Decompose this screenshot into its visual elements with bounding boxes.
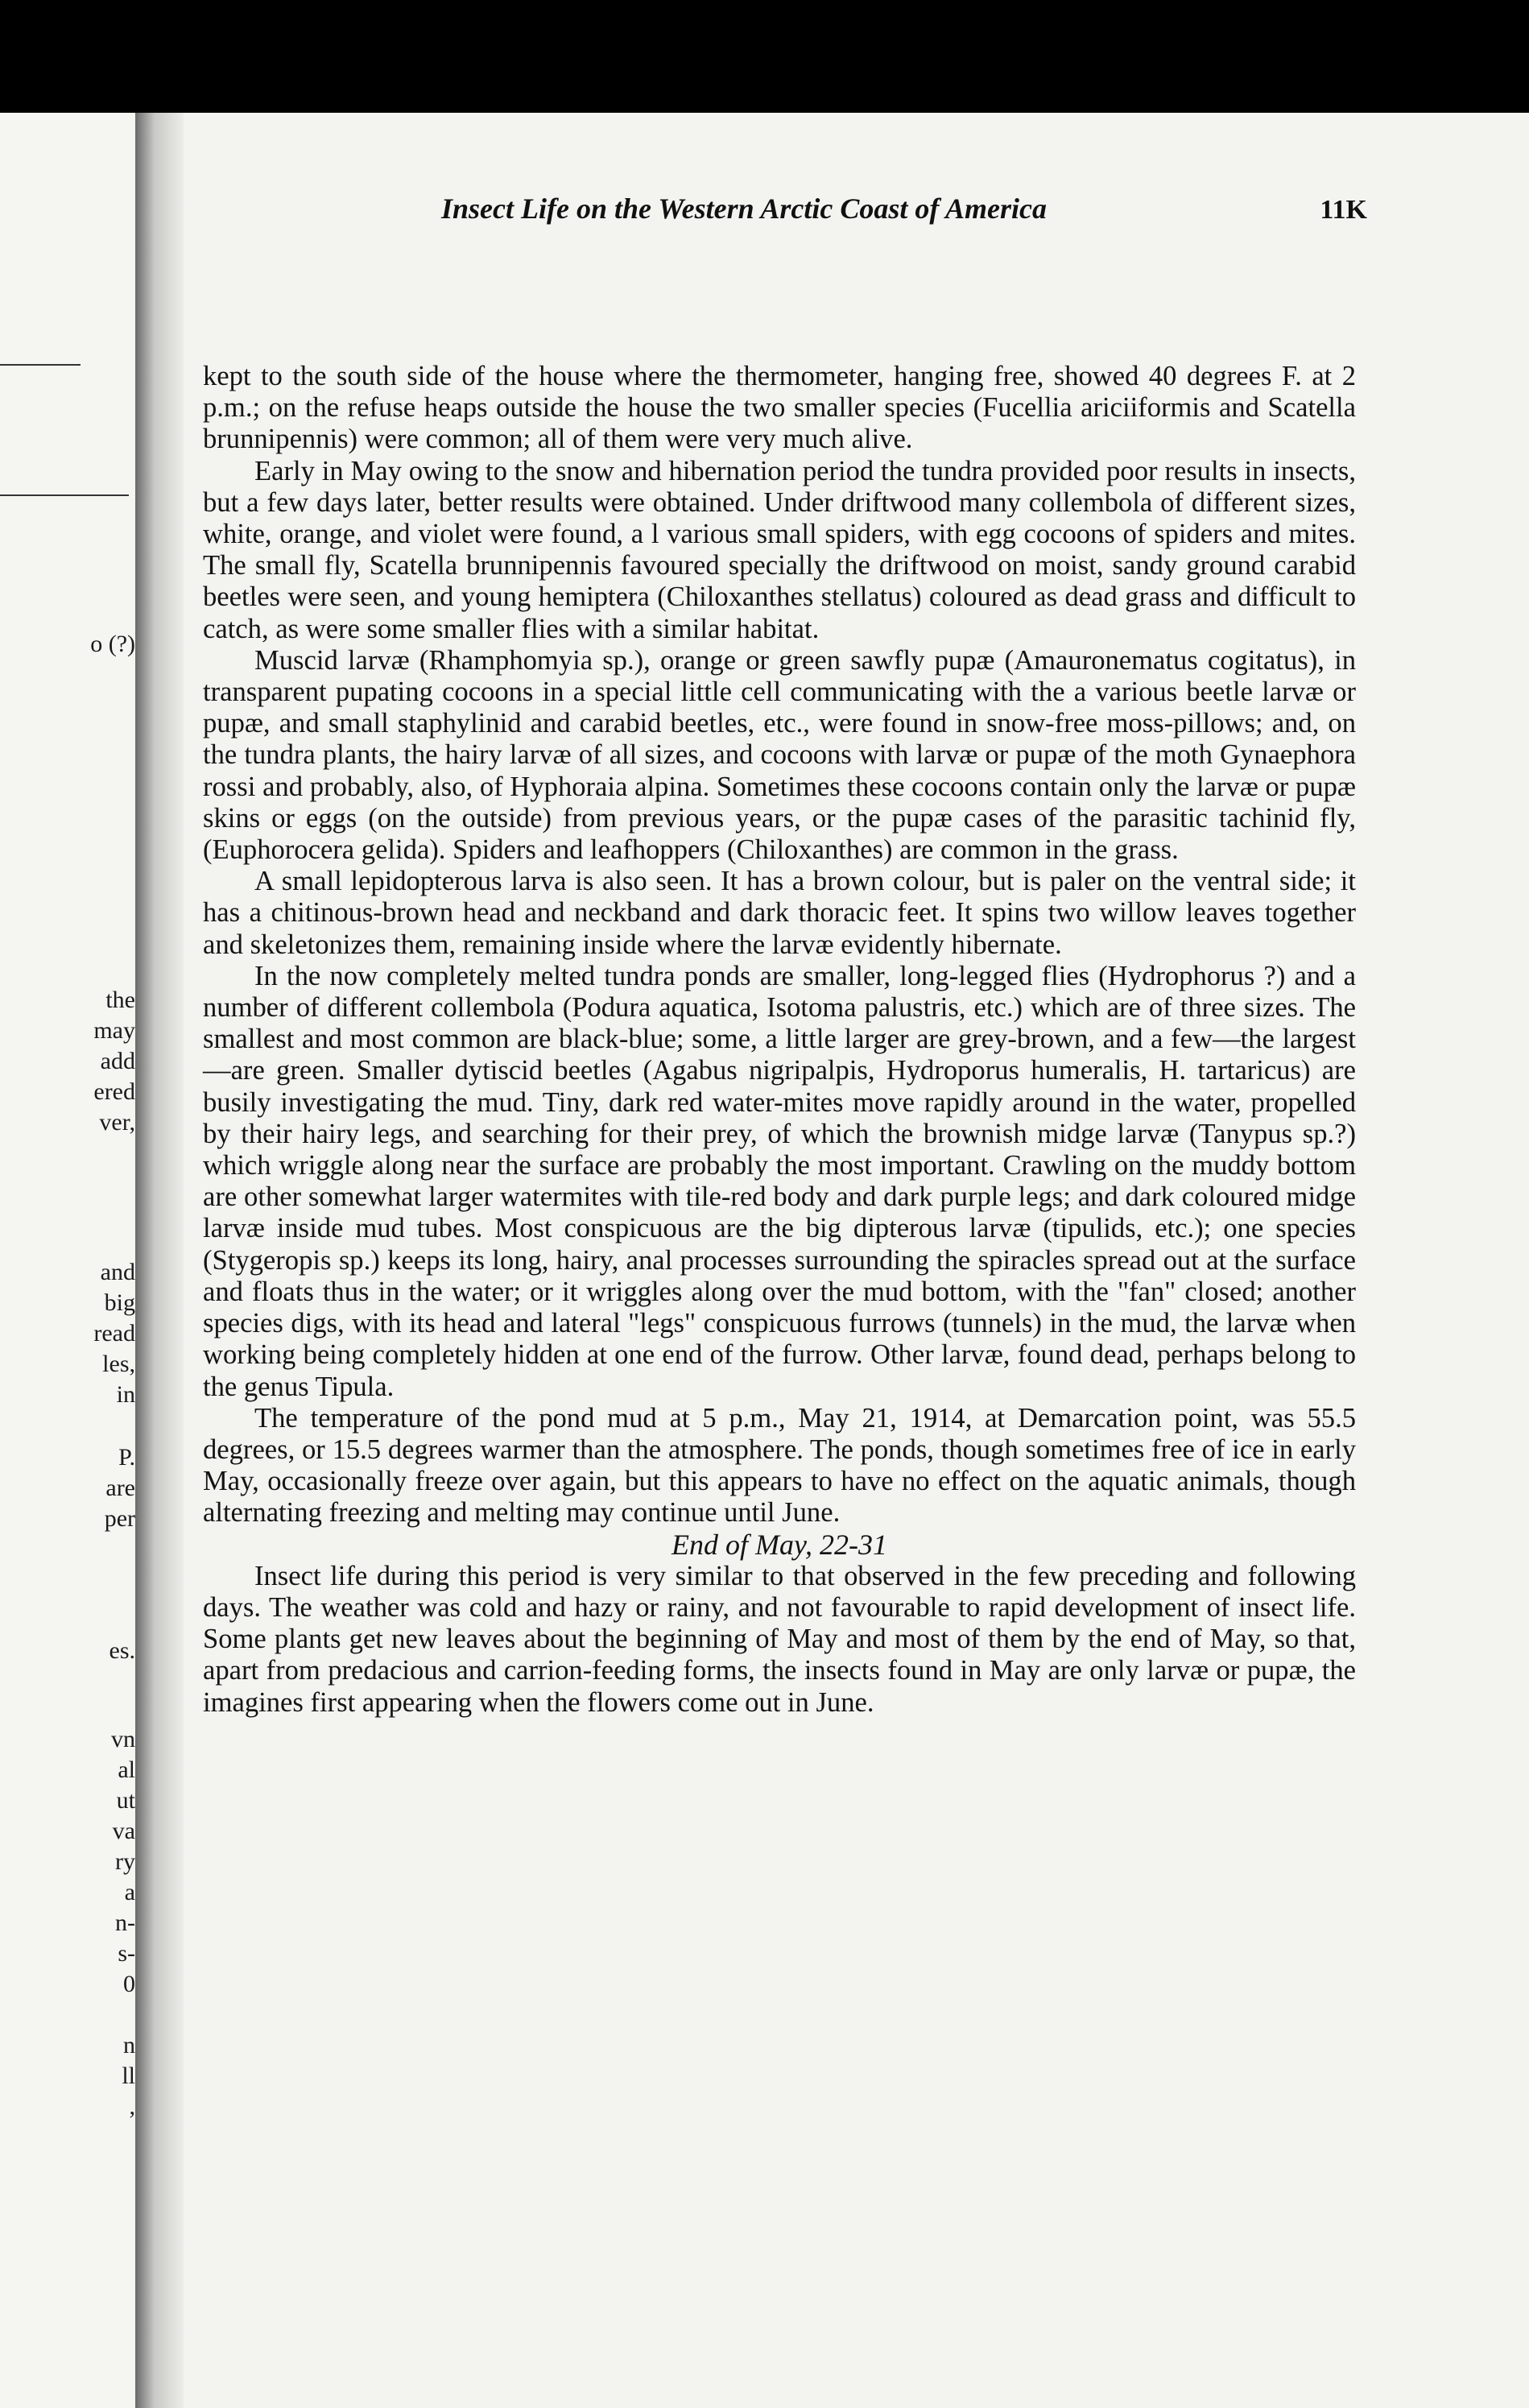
margin-fragment: in — [116, 1381, 135, 1408]
margin-fragment: big — [104, 1289, 135, 1316]
margin-fragment: add — [100, 1048, 135, 1074]
page-header — [256, 192, 1383, 232]
margin-fragment: s- — [118, 1940, 135, 1967]
margin-fragment: read — [93, 1320, 135, 1347]
paragraph: Insect life during this period is very similar to that observed in the few preceding and following days. The weather was cold and hazy or rainy, and not favourable to rapid development of insect life. Some plants get new leaves about the beginning of May and most of them by the end of May, so that, apart from predacious and carrion-feeding forms, the insects found in May are only larvæ or pupæ, the imagines first appearing when the flowers come out in June. — [203, 1560, 1356, 1718]
margin-rule — [0, 494, 129, 496]
margin-fragment: ry — [115, 1848, 135, 1875]
margin-fragment: les, — [102, 1351, 135, 1377]
paragraph: Early in May owing to the snow and hibernation period the tundra provided poor results in insects, but a few days later, better results were obtained. Under driftwood many collembola of different sizes, white, orange, and violet were found, a l various small spiders, with egg cocoons of spiders and mites. The small fly, Scatella brunnipennis favoured specially the driftwood on moist, sandy ground carabid beetles were seen, and young hemiptera (Chiloxanthes stellatus) coloured as dead grass and difficult to catch, as were some smaller flies with a similar habitat. — [203, 455, 1356, 644]
margin-fragment: and — [100, 1259, 135, 1285]
margin-fragment: may — [93, 1017, 135, 1044]
paragraph: kept to the south side of the house where the thermometer, hanging free, showed 40 degrees F. at 2 p.m.; on the refuse heaps outside the house the two smaller species (Fucellia ariciiformis and Scatella brunnipennis) were common; all of them were very much alive. — [203, 361, 1356, 455]
book-gutter — [135, 113, 184, 2408]
margin-rule — [0, 364, 81, 366]
margin-fragment: the — [105, 987, 135, 1013]
margin-fragment: per — [104, 1505, 135, 1532]
margin-fragment: o (?) — [90, 631, 135, 657]
margin-fragment: al — [118, 1756, 135, 1783]
paragraph: The temperature of the pond mud at 5 p.m., May 21, 1914, at Demarcation point, was 55.5 degrees, or 15.5 degrees warmer than the atmosphere. The ponds, though sometimes free of ice in early May, occasionally freeze over again, but this appears to have no effect on the aquatic animals, though alternating freezing and melting may continue until June. — [203, 1402, 1356, 1529]
running-title: Insect Life on the Western Arctic Coast of America — [441, 192, 1047, 225]
margin-fragment: va — [112, 1818, 135, 1844]
page-body — [203, 361, 1356, 1719]
margin-fragment: , — [129, 2093, 135, 2120]
margin-fragment: P. — [118, 1444, 135, 1471]
margin-fragment: a — [124, 1879, 135, 1905]
facing-page-fragment — [0, 113, 135, 2408]
margin-fragment: 0 — [123, 1971, 135, 1997]
margin-fragment: ut — [116, 1787, 135, 1814]
page-number: 11K — [1320, 195, 1367, 225]
margin-fragment: n — [123, 2032, 135, 2058]
section-heading: End of May, 22-31 — [672, 1528, 887, 1561]
margin-fragment: ver, — [99, 1109, 135, 1136]
margin-fragment: n- — [115, 1909, 135, 1936]
paragraph: A small lepidopterous larva is also seen. It has a brown colour, but is paler on the ventral side; it has a chitinous-brown head and neckband and dark thoracic feet. It spins two willow leaves together and skeletonizes them, remaining inside where the larvæ evidently hibernate. — [203, 866, 1356, 960]
paragraph: In the now completely melted tundra ponds are smaller, long-legged flies (Hydrophorus ?) and a number of different collembola (Podura aquatica, Isotoma palustris, etc.) which are of three sizes. The smallest and most common are black-blue; some, a little larger are grey-brown, and a few—the largest—are green. Smaller dytiscid beetles (Agabus nigripalpis, Hydroporus humeralis, H. tartaricus) are busily investigating the mud. Tiny, dark red water-mites move rapidly around in the water, propelled by their hairy legs, and searching for their prey, of which the brownish midge larvæ (Tanypus sp.?) which wriggle along near the surface are probably the most important. Crawling on the muddy bottom are other somewhat larger watermites with tile-red body and dark purple legs; and dark coloured midge larvæ inside mud tubes. Most conspicuous are the big dipterous larvæ (tipulids, etc.); one species (Stygeropis sp.) keeps its long, hairy, anal processes surrounding the spiracles spread out at the surface and floats thus in the water; or it wriggles along over the mud bottom, with the "fan" closed; another species digs, with its head and lateral "legs" conspicuous furrows (tunnels) in the mud, the larvæ when working being completely hidden at one end of the furrow. Other larvæ, found dead, perhaps belong to the genus Tipula. — [203, 960, 1356, 1402]
margin-fragment: es. — [109, 1637, 135, 1664]
margin-fragment: ll — [122, 2063, 135, 2089]
paragraph: Muscid larvæ (Rhamphomyia sp.), orange or green sawfly pupæ (Amauronematus cogitatus), in transparent pupating cocoons in a special little cell communicating with the a various beetle larvæ or pupæ, and small staphylinid and carabid beetles, etc., were found in snow-free moss-pillows; and, on the tundra plants, the hairy larvæ of all sizes, and cocoons with larvæ or pupæ of the moth Gynaephora rossi and probably, also, of Hyphoraia alpina. Sometimes these cocoons contain only the larvæ or pupæ skins or eggs (on the outside) from previous years, or the pupæ cases of the parasitic tachinid fly, (Euphorocera gelida). Spiders and leafhoppers (Chiloxanthes) are common in the grass. — [203, 644, 1356, 866]
margin-fragment: ered — [93, 1078, 135, 1105]
margin-fragment: vn — [111, 1726, 135, 1752]
margin-fragment: are — [105, 1475, 135, 1501]
